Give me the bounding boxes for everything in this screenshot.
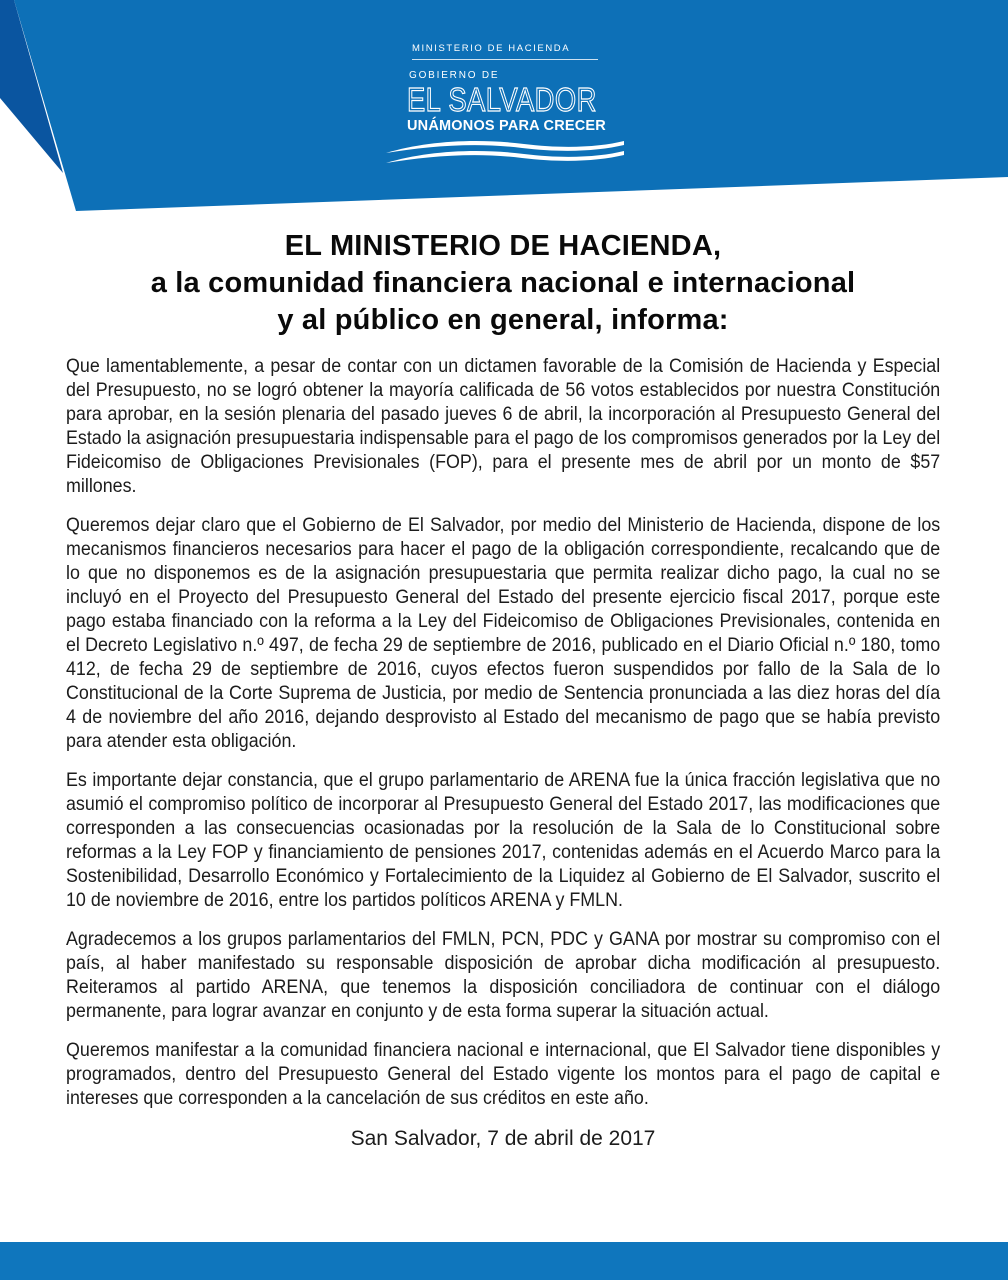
waves-icon <box>384 135 628 171</box>
logo-country-name: EL SALVADOR <box>407 81 597 118</box>
logo-ministry-name: MINISTERIO DE HACIENDA <box>412 43 571 54</box>
logo-divider-line <box>412 59 598 60</box>
paragraph-5: Queremos manifestar a la comunidad financiera nacional e internacional, que El Salvador tiene disponibles y programados, dentro del Presupuesto General del Estado vigente los montos para el pago de capital e intereses que corresponden a la cancelación de sus créditos en este año. <box>66 1040 941 1109</box>
title-line-1: EL MINISTERIO DE HACIENDA, <box>284 230 722 262</box>
header-banner <box>0 0 1008 215</box>
ministry-logo <box>407 42 627 171</box>
paragraph-4: Agradecemos a los grupos parlamentarios del FMLN, PCN, PDC y GANA por mostrar su compromiso con el país, al haber manifestado su responsable disposición de aprobar dicha modificación al presupuesto. Reiteramos al partido ARENA, que tenemos la disposición conciliadora de continuar con el diálogo permanente, para lograr avanzar en conjunto y de esta forma superar la situación actual. <box>66 929 941 1022</box>
communique-content <box>66 228 940 1152</box>
document-title <box>66 228 940 339</box>
paragraph-1: Que lamentablemente, a pesar de contar con un dictamen favorable de la Comisión de Hacienda y Especial del Presupuesto, no se logró obtener la mayoría calificada de 56 votos establecidos por nuestra Constitución para aprobar, en la sesión plenaria del pasado jueves 6 de abril, la incorporación al Presupuesto General del Estado la asignación presupuestaria indispensable para el pago de los compromisos generados por la Ley del Fideicomiso de Obligaciones Previsionales (FOP), para el presente mes de abril por un monto de $57 millones. <box>66 356 941 497</box>
logo-government-label: GOBIERNO DE <box>409 70 500 81</box>
logo-slogan: UNÁMONOS PARA CRECER <box>407 118 606 134</box>
paragraph-2: Queremos dejar claro que el Gobierno de El Salvador, por medio del Ministerio de Hacienda, dispone de los mecanismos financieros necesarios para hacer el pago de la obligación correspondiente, recalcando que de lo que no disponemos es de la asignación presupuestaria que permita realizar dicho pago, la cual no se incluyó en el Proyecto del Presupuesto General del Estado del presente ejercicio fiscal 2017, porque este pago estaba financiado con la reforma a la Ley del Fideicomiso de Obligaciones Previsionales, contenida en el Decreto Legislativo n.º 497, de fecha 29 de septiembre de 2016, publicado en el Diario Oficial n.º 180, tomo 412, de fecha 29 de septiembre de 2016, cuyos efectos fueron suspendidos por fallo de la Sala de lo Constitucional de la Corte Suprema de Justicia, por medio de Sentencia pronunciada a las diez horas del día 4 de noviembre del año 2016, dejando desprovisto al Estado del mecanismo de pago que se había previsto para atender esta obligación. <box>66 515 941 752</box>
footer-bar <box>0 1242 1008 1280</box>
title-line-2: a la comunidad financiera nacional e internacional <box>150 267 856 299</box>
title-line-3: y al público en general, informa: <box>277 304 729 336</box>
paragraph-3: Es importante dejar constancia, que el grupo parlamentario de ARENA fue la única fracción legislativa que no asumió el compromiso político de incorporar al Presupuesto General del Estado 2017, las modificaciones que corresponden a las consecuencias ocasionadas por la resolución de la Sala de lo Constitucional sobre reformas a la Ley FOP y financiamiento de pensiones 2017, contenidas además en el Acuerdo Marco para la Sostenibilidad, Desarrollo Económico y Fortalecimiento de la Liquidez al Gobierno de El Salvador, suscrito el 10 de noviembre de 2016, entre los partidos políticos ARENA y FMLN. <box>66 770 941 911</box>
dateline: San Salvador, 7 de abril de 2017 <box>350 1127 656 1150</box>
